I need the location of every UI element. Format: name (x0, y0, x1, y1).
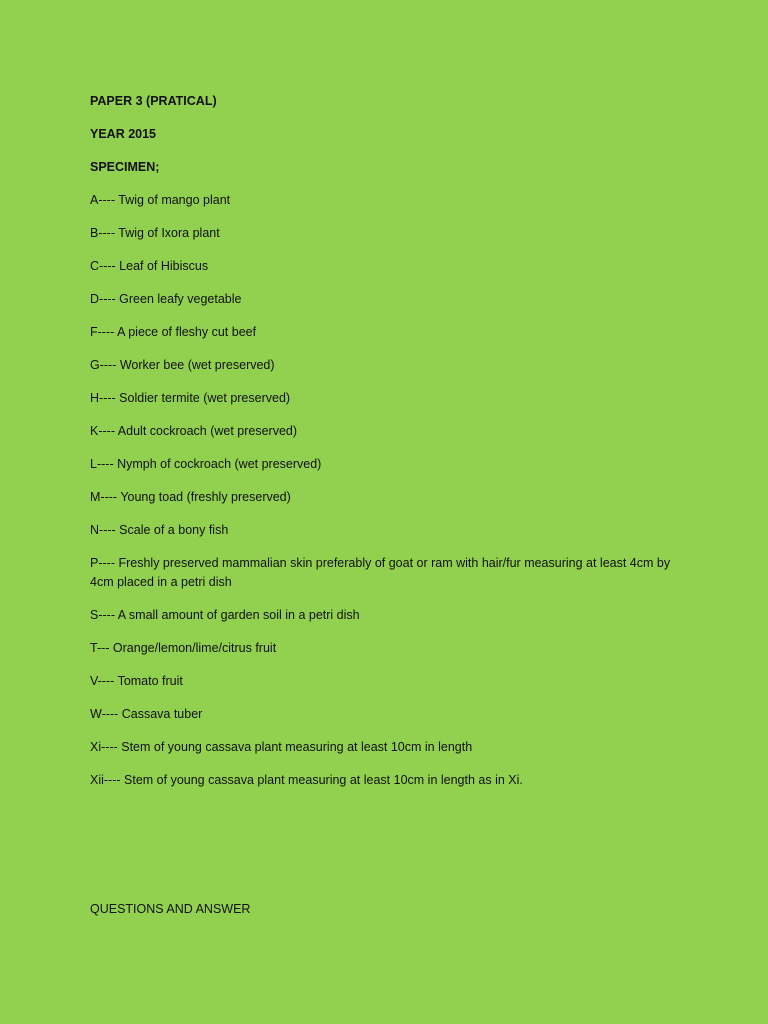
specimen-description: Nymph of cockroach (wet preserved) (117, 457, 322, 471)
specimen-item (90, 323, 690, 342)
specimen-item (90, 257, 690, 276)
specimen-description: Scale of a bony fish (119, 523, 229, 537)
specimen-item (90, 606, 690, 625)
specimen-description: Soldier termite (wet preserved) (119, 391, 291, 405)
specimen-code: W---- (90, 707, 119, 721)
specimen-item (90, 356, 690, 375)
specimen-description: Adult cockroach (wet preserved) (117, 424, 298, 438)
specimen-item (90, 705, 690, 724)
specimen-code: F---- (90, 325, 115, 339)
specimen-list (90, 191, 690, 790)
specimen-code: Xi---- (90, 740, 118, 754)
specimen-code: S---- (90, 608, 115, 622)
specimen-description: Twig of Ixora plant (118, 226, 220, 240)
specimen-description: Worker bee (wet preserved) (119, 358, 275, 372)
specimen-item (90, 738, 690, 757)
specimen-code: Xii---- (90, 773, 121, 787)
specimen-heading: SPECIMEN; (90, 160, 160, 174)
specimen-item (90, 389, 690, 408)
specimen-description: Twig of mango plant (118, 193, 231, 207)
specimen-code: T--- (90, 641, 110, 655)
specimen-item (90, 191, 690, 210)
specimen-code: V---- (90, 674, 115, 688)
year-label: YEAR 2015 (90, 127, 157, 141)
specimen-code: L---- (90, 457, 114, 471)
specimen-code: H---- (90, 391, 116, 405)
specimen-item (90, 422, 690, 441)
specimen-code: C---- (90, 259, 116, 273)
specimen-description: Freshly preserved mammalian skin preferably of goat or ram with hair/fur measuring at least 4cm by 4cm placed in a petri dish (90, 556, 671, 589)
specimen-code: M---- (90, 490, 118, 504)
specimen-item (90, 224, 690, 243)
specimen-item (90, 554, 690, 592)
specimen-item (90, 521, 690, 540)
specimen-code: N---- (90, 523, 116, 537)
specimen-item (90, 488, 690, 507)
specimen-item (90, 672, 690, 691)
specimen-code: K---- (90, 424, 115, 438)
specimen-description: A small amount of garden soil in a petri dish (117, 608, 360, 622)
specimen-description: Orange/lemon/lime/citrus fruit (112, 641, 277, 655)
specimen-description: Tomato fruit (117, 674, 183, 688)
paper-title: PAPER 3 (PRATICAL) (90, 94, 217, 108)
specimen-description: Stem of young cassava plant measuring at least 10cm in length (121, 740, 473, 754)
questions-heading: QUESTIONS AND ANSWER (90, 902, 251, 916)
specimen-description: Cassava tuber (121, 707, 203, 721)
blank-space (90, 804, 690, 900)
specimen-code: D---- (90, 292, 116, 306)
specimen-code: A---- (90, 193, 115, 207)
specimen-code: G---- (90, 358, 117, 372)
specimen-item (90, 290, 690, 309)
specimen-item (90, 639, 690, 658)
specimen-item (90, 455, 690, 474)
specimen-description: Leaf of Hibiscus (119, 259, 209, 273)
specimen-description: A piece of fleshy cut beef (117, 325, 257, 339)
specimen-item (90, 771, 690, 790)
document-content (90, 92, 690, 933)
specimen-code: P---- (90, 556, 115, 570)
specimen-description: Green leafy vegetable (119, 292, 242, 306)
specimen-description: Young toad (freshly preserved) (120, 490, 291, 504)
specimen-code: B---- (90, 226, 115, 240)
specimen-description: Stem of young cassava plant measuring at least 10cm in length as in Xi. (124, 773, 523, 787)
